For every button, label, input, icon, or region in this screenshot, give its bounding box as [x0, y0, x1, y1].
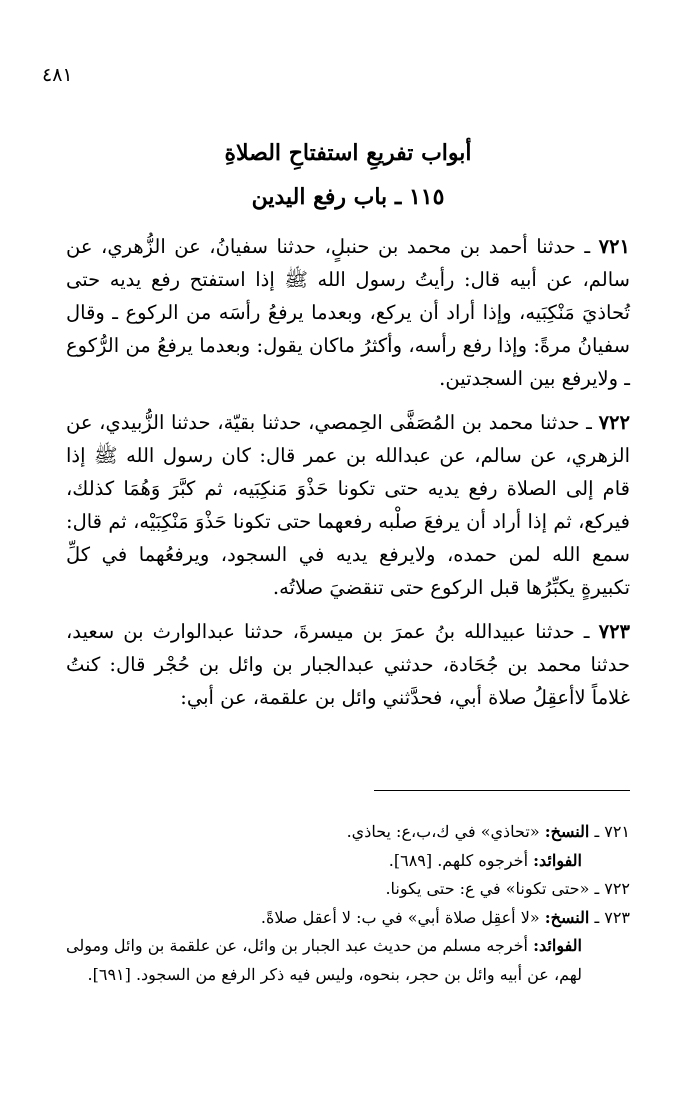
footnote-line [66, 932, 630, 989]
page-number: ٤٨١ [42, 64, 73, 86]
footnote-divider [374, 790, 630, 791]
footnote-line [66, 875, 630, 904]
hadith-number: ٧٢٢ [598, 411, 630, 434]
footnote-text: أخرجوه كلهم. [٦٨٩]. [388, 850, 534, 870]
footnote-prefix: ٧٢٢ ـ [589, 879, 630, 898]
footnote-prefix: ٧٢٣ ـ [589, 907, 630, 927]
footnote-label: النسخ: [544, 822, 590, 841]
chapter-title: ١١٥ ـ باب رفع اليدين [251, 184, 445, 210]
main-text [66, 140, 630, 725]
hadith-text: ـ حدثنا عبيدالله بنُ عمرَ بن ميسرةَ، حدثنا عبدالوارث بن سعيد، حدثنا محمد بن جُحَادة، حدثني عبدالجبار بن وائل بن حُجْر قال: كنتُ غلاماً لاأعقِلُ صلاة أبي، فحدَّثني وائل بن علقمة، عن أبي: [66, 620, 630, 709]
footnote-label: النسخ: [544, 907, 590, 927]
hadith-paragraph [66, 230, 630, 395]
footnote-line [66, 847, 630, 876]
section-title: أبواب تفريعِ استفتاحِ الصلاةِ [224, 140, 472, 166]
hadith-number: ٧٢١ [598, 235, 630, 258]
footnote-text: «لا أعقِل صلاة أبي» في ب: لا أعقل صلاةً. [260, 907, 545, 927]
footnote-text: أخرجه مسلم من حديث عبد الجبار بن وائل، عن علقمة بن وائل ومولى لهم، عن أبيه وائل بن حجر، بنحوه، وليس فيه ذكر الرفع من السجود. [٦٩١]. [66, 936, 582, 984]
hadith-text: ـ حدثنا أحمد بن محمد بن حنبلٍ، حدثنا سفيانُ، عن الزُّهري، عن سالم، عن أبيه قال: رأيتُ رسول الله ﷺ إذا استفتح رفع يديه حتى تُحاذيَ مَنْكِبَيه، وإذا أراد أن يركع، وبعدما يرفعُ رأسَه من الركوع ـ وقال سفيانُ مرةً: وإذا رفع رأسه، وأكثرُ ماكان يقول: وبعدما يرفعُ من الرُّكوع ـ ولايرفع بين السجدتين. [66, 235, 630, 390]
hadith-paragraph [66, 615, 630, 714]
footnotes [66, 818, 630, 989]
footnote-prefix: ٧٢١ ـ [589, 822, 630, 841]
hadith-text: ـ حدثنا محمد بن المُصَفَّى الحِمصي، حدثنا بقيّة، حدثنا الزُّبيدي، عن الزهري، عن سالم، عن عبدالله بن عمر قال: كان رسول الله ﷺ إذا قام إلى الصلاة رفع يديه حتى تكونا حَذْوَ مَنكِبَيه، ثم كبَّرَ وَهُمَا كذلك، فيركع، ثم إذا أراد أن يرفعَ صلْبه رفعهما حتى تكونا حَذْوَ مَنْكِبَيْه، ثم قال: سمع الله لمن حمده، ولايرفع يديه في السجود، ويرفعُهما في كلِّ تكبيرةٍ يكبِّرُها قبل الركوع حتى تنقضيَ صلاتُه. [66, 411, 630, 599]
footnote-text: «تحاذي» في ك،ب،ع: يحاذي. [346, 822, 545, 841]
footnote-text: «حتى تكونا» في ع: حتى يكونا. [385, 879, 590, 898]
footnote-line [66, 818, 630, 847]
footnote-line [66, 904, 630, 933]
footnote-label: الفوائد: [533, 850, 582, 870]
hadith-paragraph [66, 406, 630, 604]
hadith-number: ٧٢٣ [598, 620, 631, 643]
footnote-label: الفوائد: [533, 936, 582, 955]
